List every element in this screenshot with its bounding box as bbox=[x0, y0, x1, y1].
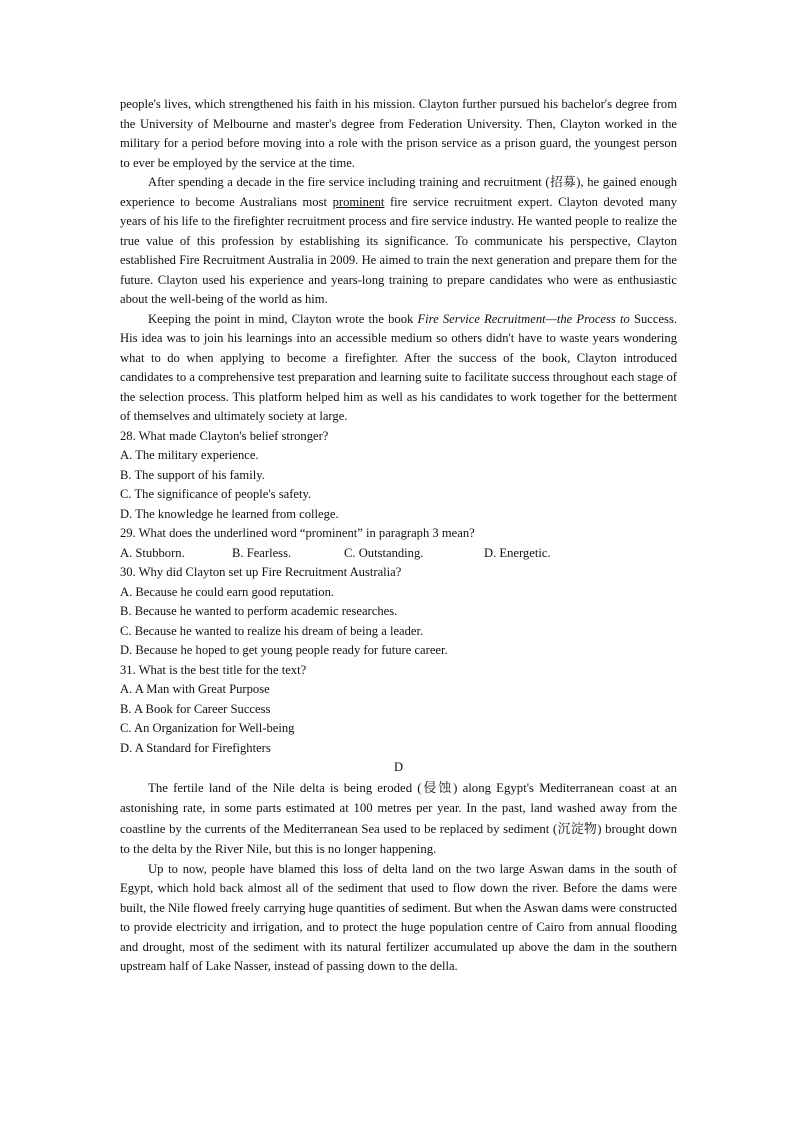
option-row bbox=[120, 544, 677, 564]
paragraph-text: Keeping the point in mind, Clayton wrote the book bbox=[148, 311, 418, 326]
paragraph-text: After spending a decade in the fire service including training and recruitment (招募), he gained enough experience to become Australians most bbox=[120, 175, 677, 209]
option-b: B. The support of his family. bbox=[120, 467, 265, 482]
option-a: A. A Man with Great Purpose bbox=[120, 682, 270, 696]
option-a: A. The military experience. bbox=[120, 448, 259, 462]
option-c: C. Outstanding. bbox=[344, 545, 424, 560]
question-stem: 31. What is the best title for the text? bbox=[120, 662, 307, 677]
question-31 bbox=[120, 661, 677, 759]
passage-c-paragraph-1: people's lives, which strengthened his faith in his mission. Clayton further pursued his bachelor's degree from the University of Melbourne and master's degree from Federation University. Then, Clayton worked in the military for a period before moving into a role with the prison service as a prison guard, the youngest person to ever be employed by the service at the time. bbox=[120, 97, 677, 170]
question-29 bbox=[120, 524, 677, 563]
book-title: Fire Service Recruitment—the Process to bbox=[417, 311, 630, 326]
option-a: A. Stubborn. bbox=[120, 545, 185, 560]
option-c: C. Because he wanted to realize his dream of being a leader. bbox=[120, 623, 424, 638]
option-d: D. Energetic. bbox=[484, 545, 551, 560]
question-stem: 28. What made Clayton's belief stronger? bbox=[120, 428, 329, 443]
option-b: B. A Book for Career Success bbox=[120, 701, 271, 716]
passage-d-paragraph-1: The fertile land of the Nile delta is being eroded (侵蚀) along Egypt's Mediterranean coast at an astonishing rate, in some parts estimated at 100 metres per year. In the past, land washed away from the coastline by the currents of the Mediterranean Sea used to be replaced by sediment (沉淀物) brought down to the delta by the River Nile, but this is no longer happening. bbox=[120, 780, 677, 856]
passage-c-paragraph-3 bbox=[120, 310, 677, 427]
question-28 bbox=[120, 427, 677, 525]
option-d: D. Because he hoped to get young people ready for future career. bbox=[120, 643, 448, 657]
option-a: A. Because he could earn good reputation. bbox=[120, 584, 335, 599]
section-heading-d: D bbox=[393, 760, 404, 774]
option-c: C. An Organization for Well-being bbox=[120, 721, 295, 735]
option-d: D. The knowledge he learned from college. bbox=[120, 506, 339, 521]
paragraph-text: fire service recruitment expert. Clayton devoted many years of his life to the firefighter recruitment process and fire service industry. He wanted people to realize the true value of this profession by establishing its significance. To communicate his perspective, Clayton established Fire Recruitment Australia in 2009. He aimed to train the next generation and prepare them for the future. Clayton used his experience and years-long training to prepare candidates who were as enthusiastic about the well-being of the world as him. bbox=[120, 194, 677, 306]
option-d: D. A Standard for Firefighters bbox=[120, 740, 271, 755]
document-page bbox=[120, 95, 677, 977]
question-stem: 30. Why did Clayton set up Fire Recruitment Australia? bbox=[120, 565, 402, 579]
option-c: C. The significance of people's safety. bbox=[120, 487, 312, 501]
question-30 bbox=[120, 563, 677, 661]
question-stem: 29. What does the underlined word “prominent” in paragraph 3 mean? bbox=[120, 526, 475, 540]
option-b: B. Fearless. bbox=[232, 545, 292, 560]
option-b: B. Because he wanted to perform academic researches. bbox=[120, 604, 398, 618]
passage-d-paragraph-2: Up to now, people have blamed this loss of delta land on the two large Aswan dams in the south of Egypt, which hold back almost all of the sediment that used to flow down the river. Before the dams were built, the Nile flowed freely carrying huge quantities of sediment. But when the Aswan dams were constructed to provide electricity and irrigation, and to protect the huge population centre of Cairo from annual flooding and drought, most of the sediment with its natural fertilizer accumulated up above the dam in the southern upstream half of Lake Nasser, instead of passing down to the della. bbox=[120, 861, 677, 973]
paragraph-text: Success. His idea was to join his learnings into an accessible medium so others didn't have to waste years wondering what to do when applying to become a firefighter. After the success of the book, Clayton introduced candidates to a comprehensive test preparation and learning suite to facilitate success throughout each stage of the selection process. This platform helped him as well as his candidates to work together for the betterment of themselves and ultimately society at large. bbox=[120, 311, 677, 423]
passage-c-paragraph-2 bbox=[120, 173, 677, 310]
underlined-word-prominent: prominent bbox=[332, 194, 385, 209]
